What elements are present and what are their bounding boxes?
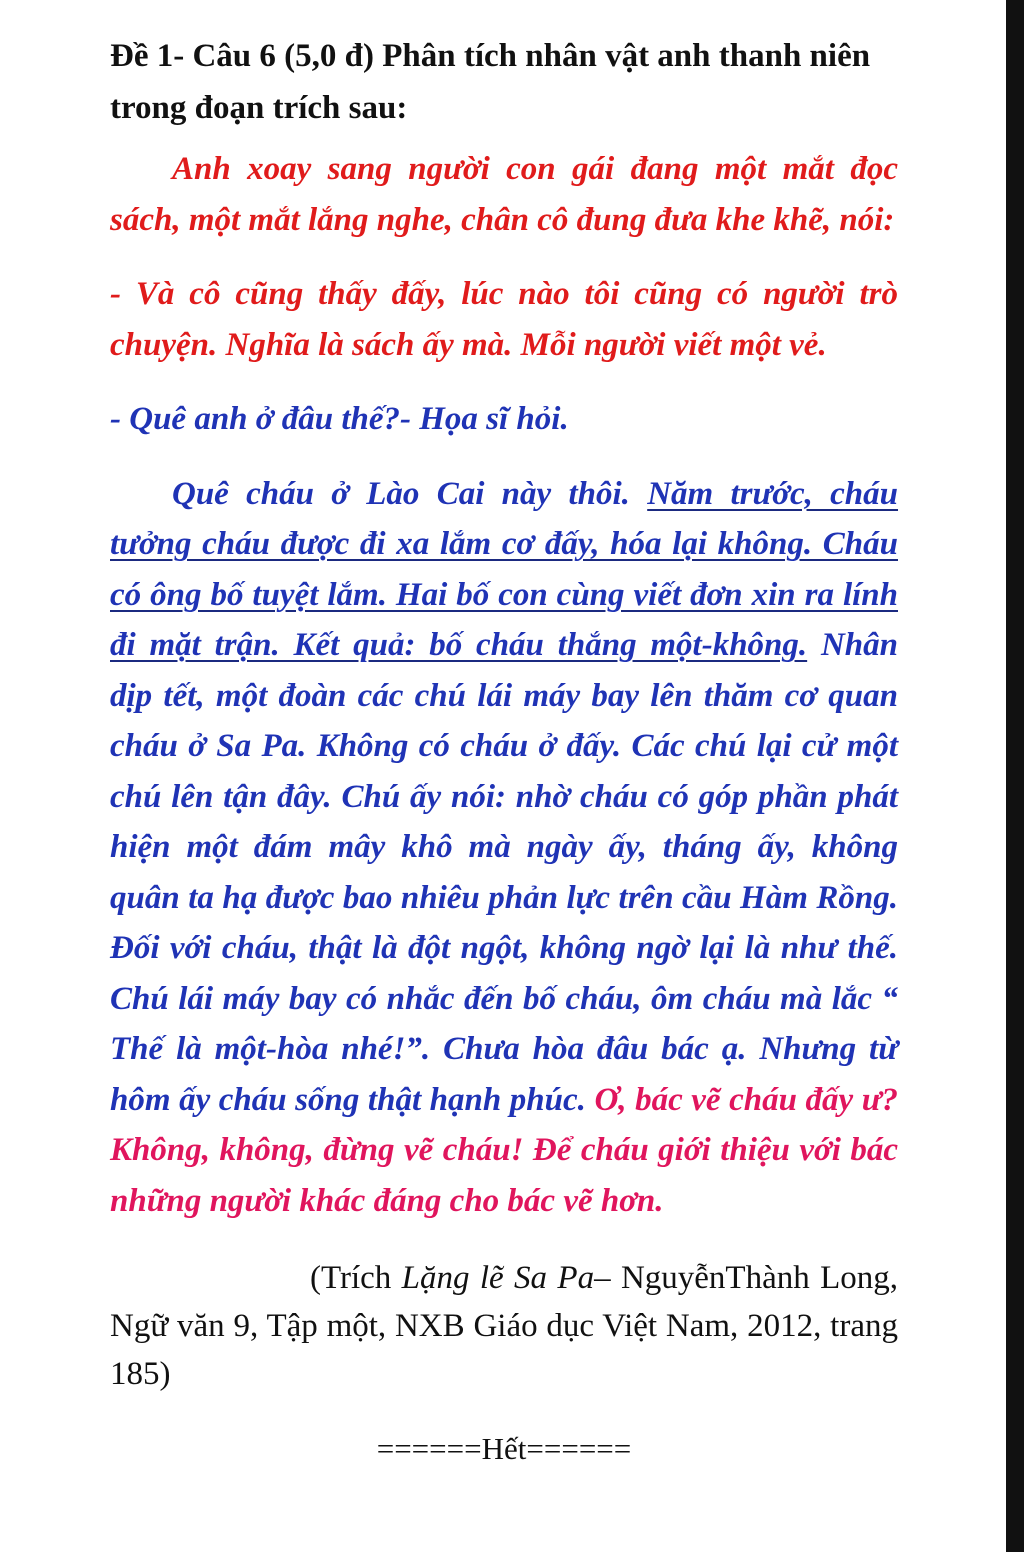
question-heading: Đề 1- Câu 6 (5,0 đ) Phân tích nhân vật anh thanh niên trong đoạn trích sau: <box>110 38 871 126</box>
paragraph-4-ending: Ơ, bác vẽ cháu đấy ư? Không, không, đừng vẽ cháu! Để cháu giới thiệu với bác những người khác đáng cho bác vẽ hơn. <box>110 1081 898 1219</box>
citation-open: (Trích <box>310 1260 402 1296</box>
passage-paragraph-3: - Quê anh ở đâu thế?- Họa sĩ hỏi. <box>110 401 569 437</box>
passage-paragraph-4 <box>110 469 898 1227</box>
passage-paragraph-1: Anh xoay sang người con gái đang một mắt đọc sách, một mắt lắng nghe, chân cô đung đưa khe khẽ, nói: <box>110 151 898 238</box>
citation-title: Lặng lẽ Sa Pa <box>401 1260 595 1296</box>
paragraph-4-rest: Nhân dịp tết, một đoàn các chú lái máy bay lên thăm cơ quan cháu ở Sa Pa. Không có cháu ở đấy. Các chú lại cử một chú lên tận đây. Chú ấy nói: nhờ cháu có góp phần phát hiện một đám mây khô mà ngày ấy, tháng ấy, không quân ta hạ được bao nhiêu phản lực trên cầu Hàm Rồng. Đối với cháu, thật là đột ngột, không ngờ lại là như thế. Chú lái máy bay có nhắc đến bố cháu, ôm cháu mà lắc “ Thế là một-hòa nhé!”. Chưa hòa đâu bác ạ. Nhưng từ hôm ấy cháu sống thật hạnh phúc. <box>110 627 898 1118</box>
end-marker: ======Hết====== <box>376 1431 632 1466</box>
passage-paragraph-2: - Và cô cũng thấy đấy, lúc nào tôi cũng có người trò chuyện. Nghĩa là sách ấy mà. Mỗi người viết một vẻ. <box>110 276 898 363</box>
right-edge-border <box>1006 0 1024 1552</box>
paragraph-4-lead: Quê cháu ở Lào Cai này thôi. <box>172 475 648 512</box>
source-citation <box>110 1254 898 1398</box>
paragraph-4-underlined: Năm trước, cháu tưởng cháu được đi xa lắm cơ đấy, hóa lại không. Cháu có ông bố tuyệt lắm. Hai bố con cùng viết đơn xin ra lính đi mặt trận. Kết quả: bố cháu thắng một-không. <box>110 475 899 663</box>
citation-rest: – NguyễnThành Long, Ngữ văn 9, Tập một, NXB Giáo dục Việt Nam, 2012, trang 185) <box>110 1260 898 1392</box>
document-content <box>110 30 898 1467</box>
